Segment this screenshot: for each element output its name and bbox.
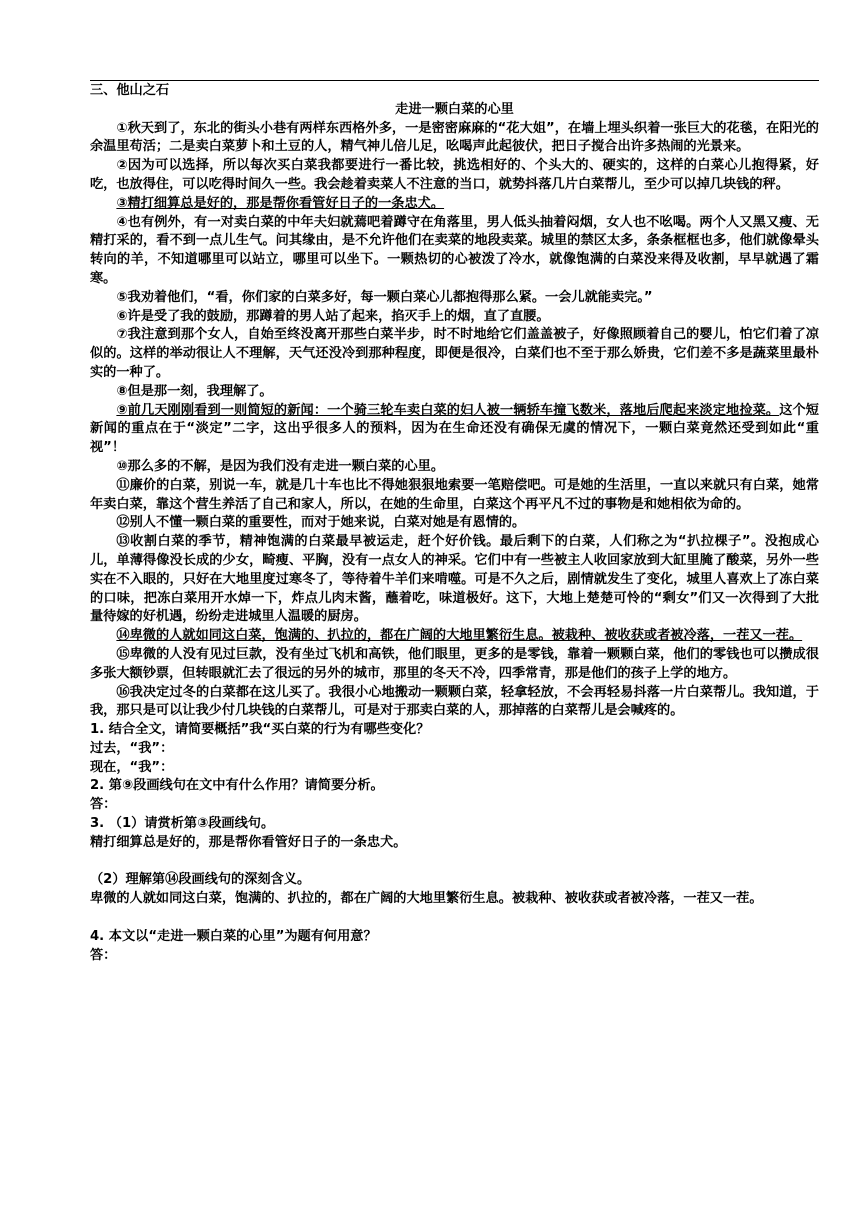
spacer [90,909,819,928]
paragraph-2: ②因为可以选择，所以每次买白菜我都要进行一番比较，挑选相好的、个头大的、硬实的，这样的白菜心儿抱得紧，好吃，也放得住，可以吃得时间久一些。我会趁着卖菜人不注意的当口，就势抖落几片白菜帮儿，至少可以掉几块钱的秤。 [90,158,819,192]
paragraph-7: ⑦我注意到那个女人，自始至终没离开那些白菜半步，时不时地给它们盖盖被子，好像照顾着自己的婴儿，怕它们着了凉似的。这样的举动很让人不理解，天气还没冷到那种程度，即便是很冷，白菜们也不至于那么娇贵，它们差不多是蔬菜里最朴实的一种了。 [90,327,819,380]
paragraph-10: ⑩那么多的不解，是因为我们没有走进一颗白菜的心里。 [116,458,445,474]
underlined-sentence-9: ⑨前几天刚刚看到一则简短的新闻：一个骑三轮车卖白菜的妇人被一辆轿车撞飞数米，落地后爬起来淡定地捡菜。 [116,402,780,418]
question-1-now-blank: 现在，“我”： [90,759,174,775]
paragraph-1: ①秋天到了，东北的街头小巷有两样东西格外多，一是密密麻麻的“花大姐”，在墙上埋头织着一张巨大的花毯，在阳光的余温里苟活；二是卖白菜萝卜和土豆的人，精气神儿倍儿足，吆喝声此起彼伏，把日子搅合出许多热闹的光景来。 [90,120,819,155]
paragraph-6: ⑥许是受了我的鼓励，那蹲着的男人站了起来，掐灭手上的烟，直了直腰。 [116,308,550,324]
paragraph-14 [90,627,819,646]
paragraph-5: ⑤我劝着他们，“看，你们家的白菜多好，每一颗白菜心儿都抱得那么紧。一会儿就能卖完。” [116,289,653,305]
underlined-sentence-3: ③精打细算总是好的，那是帮你看管好日子的一条忠犬。 [116,195,445,211]
header-rule [90,80,819,81]
paragraph-9 [90,402,819,458]
underlined-sentence-14: ⑭卑微的人就如同这白菜，饱满的、扒拉的，都在广阔的大地里繁衍生息。被栽种、被收获或者被冷落，一茬又一茬。 [116,628,803,644]
question-1: 1. 结合全文，请简要概括”我“买白菜的行为有哪些变化？ [90,722,430,738]
paragraph-9-rest: 这个短新闻的重点在于“淡定”二字，这出乎很多人的预料，因为在生命还没有确保无虞的情况下，一颗白菜竟然还受到如此“重视”！ [90,402,819,456]
paragraph-8: ⑧但是那一刻，我理解了。 [116,383,273,399]
document-content [90,82,819,965]
question-4-answer: 答： [90,947,117,963]
paragraph-16: ⑯我决定过冬的白菜都在这儿买了。我很小心地搬动一颗颗白菜，轻拿轻放，不会再轻易抖落一片白菜帮儿。我知道，于我，那只是可以让我少付几块钱的白菜帮儿，可是对于那卖白菜的人，那掉落的白菜帮儿是会喊疼的。 [90,684,819,719]
paragraph-12: ⑫别人不懂一颗白菜的重要性，而对于她来说，白菜对她是有恩情的。 [116,515,526,531]
question-3-1: 3. （1）请赏析第③段画线句。 [90,816,275,832]
paragraph-13: ⑬收割白菜的季节，精神饱满的白菜最早被运走，赶个好价钱。最后剩下的白菜，人们称之为“扒拉棵子”。没抱成心儿，单薄得像没长成的少女，畸瘦、平胸，没有一点女人的神采。它们中有一些被主人收回家放到大缸里腌了酸菜，另外一些实在不入眼的，只好在大地里度过寒冬了，等待着牛羊们来啃噬。可是不久之后，剧情就发生了变化，城里人喜欢上了冻白菜的口味，把冻白菜用开水焯一下，炸点儿肉末酱，蘸着吃，味道极好。这下，大地上楚楚可怜的“剩女”们又一次得到了大批量待嫁的好机遇，纷纷走进城里人温暖的厨房。 [90,534,819,625]
question-1-past-blank: 过去，“我”： [90,740,174,756]
question-4: 4. 本文以“走进一颗白菜的心里”为题有何用意？ [90,928,377,944]
spacer [90,853,819,872]
paragraph-4: ④也有例外，有一对卖白菜的中年夫妇就蔫吧着蹲守在角落里，男人低头抽着闷烟，女人也不吆喝。两个人又黑又瘦、无精打采的，看不到一点儿生气。问其缘由，是不允许他们在卖菜的地段卖菜。城里的禁区太多，条条框框也多，他们就像晕头转向的羊，不知道哪里可以站立，哪里可以坐下。一颗热切的心被泼了冷水，就像饱满的白菜没来得及收割，早早就遇了霜寒。 [90,214,819,286]
paragraph-11: ⑪廉价的白菜，别说一车，就是几十车也比不得她狠狠地索要一笔赔偿吧。可是她的生活里，一直以来就只有白菜，她常年卖白菜，靠这个营生养活了自己和家人，所以，在她的生命里，白菜这个再平凡不过的事物是和她相依为命的。 [90,477,819,512]
paragraph-15: ⑮卑微的人没有见过巨款，没有坐过飞机和高铁，他们眼里，更多的是零钱，靠着一颗颗白菜，他们的零钱也可以攒成很多张大额钞票，但转眼就汇去了很远的另外的城市，那里的冬天不冷，四季常青，那是他们的孩子上学的地方。 [90,646,819,681]
question-3-2: （2）理解第⑭段画线句的深刻含义。 [90,872,311,888]
section-title: 三、他山之石 [90,83,170,98]
question-3-2-quote: 卑微的人就如同这白菜，饱满的、扒拉的，都在广阔的大地里繁衍生息。被栽种、被收获或者被冷落，一茬又一茬。 [90,891,763,907]
paragraph-3 [90,195,819,214]
article-title: 走进一颗白菜的心里 [395,101,514,117]
question-2: 2. 第⑨段画线句在文中有什么作用？请简要分析。 [90,778,384,794]
question-3-1-quote: 精打细算总是好的，那是帮你看管好日子的一条忠犬。 [90,834,407,850]
question-2-answer: 答： [90,797,117,813]
